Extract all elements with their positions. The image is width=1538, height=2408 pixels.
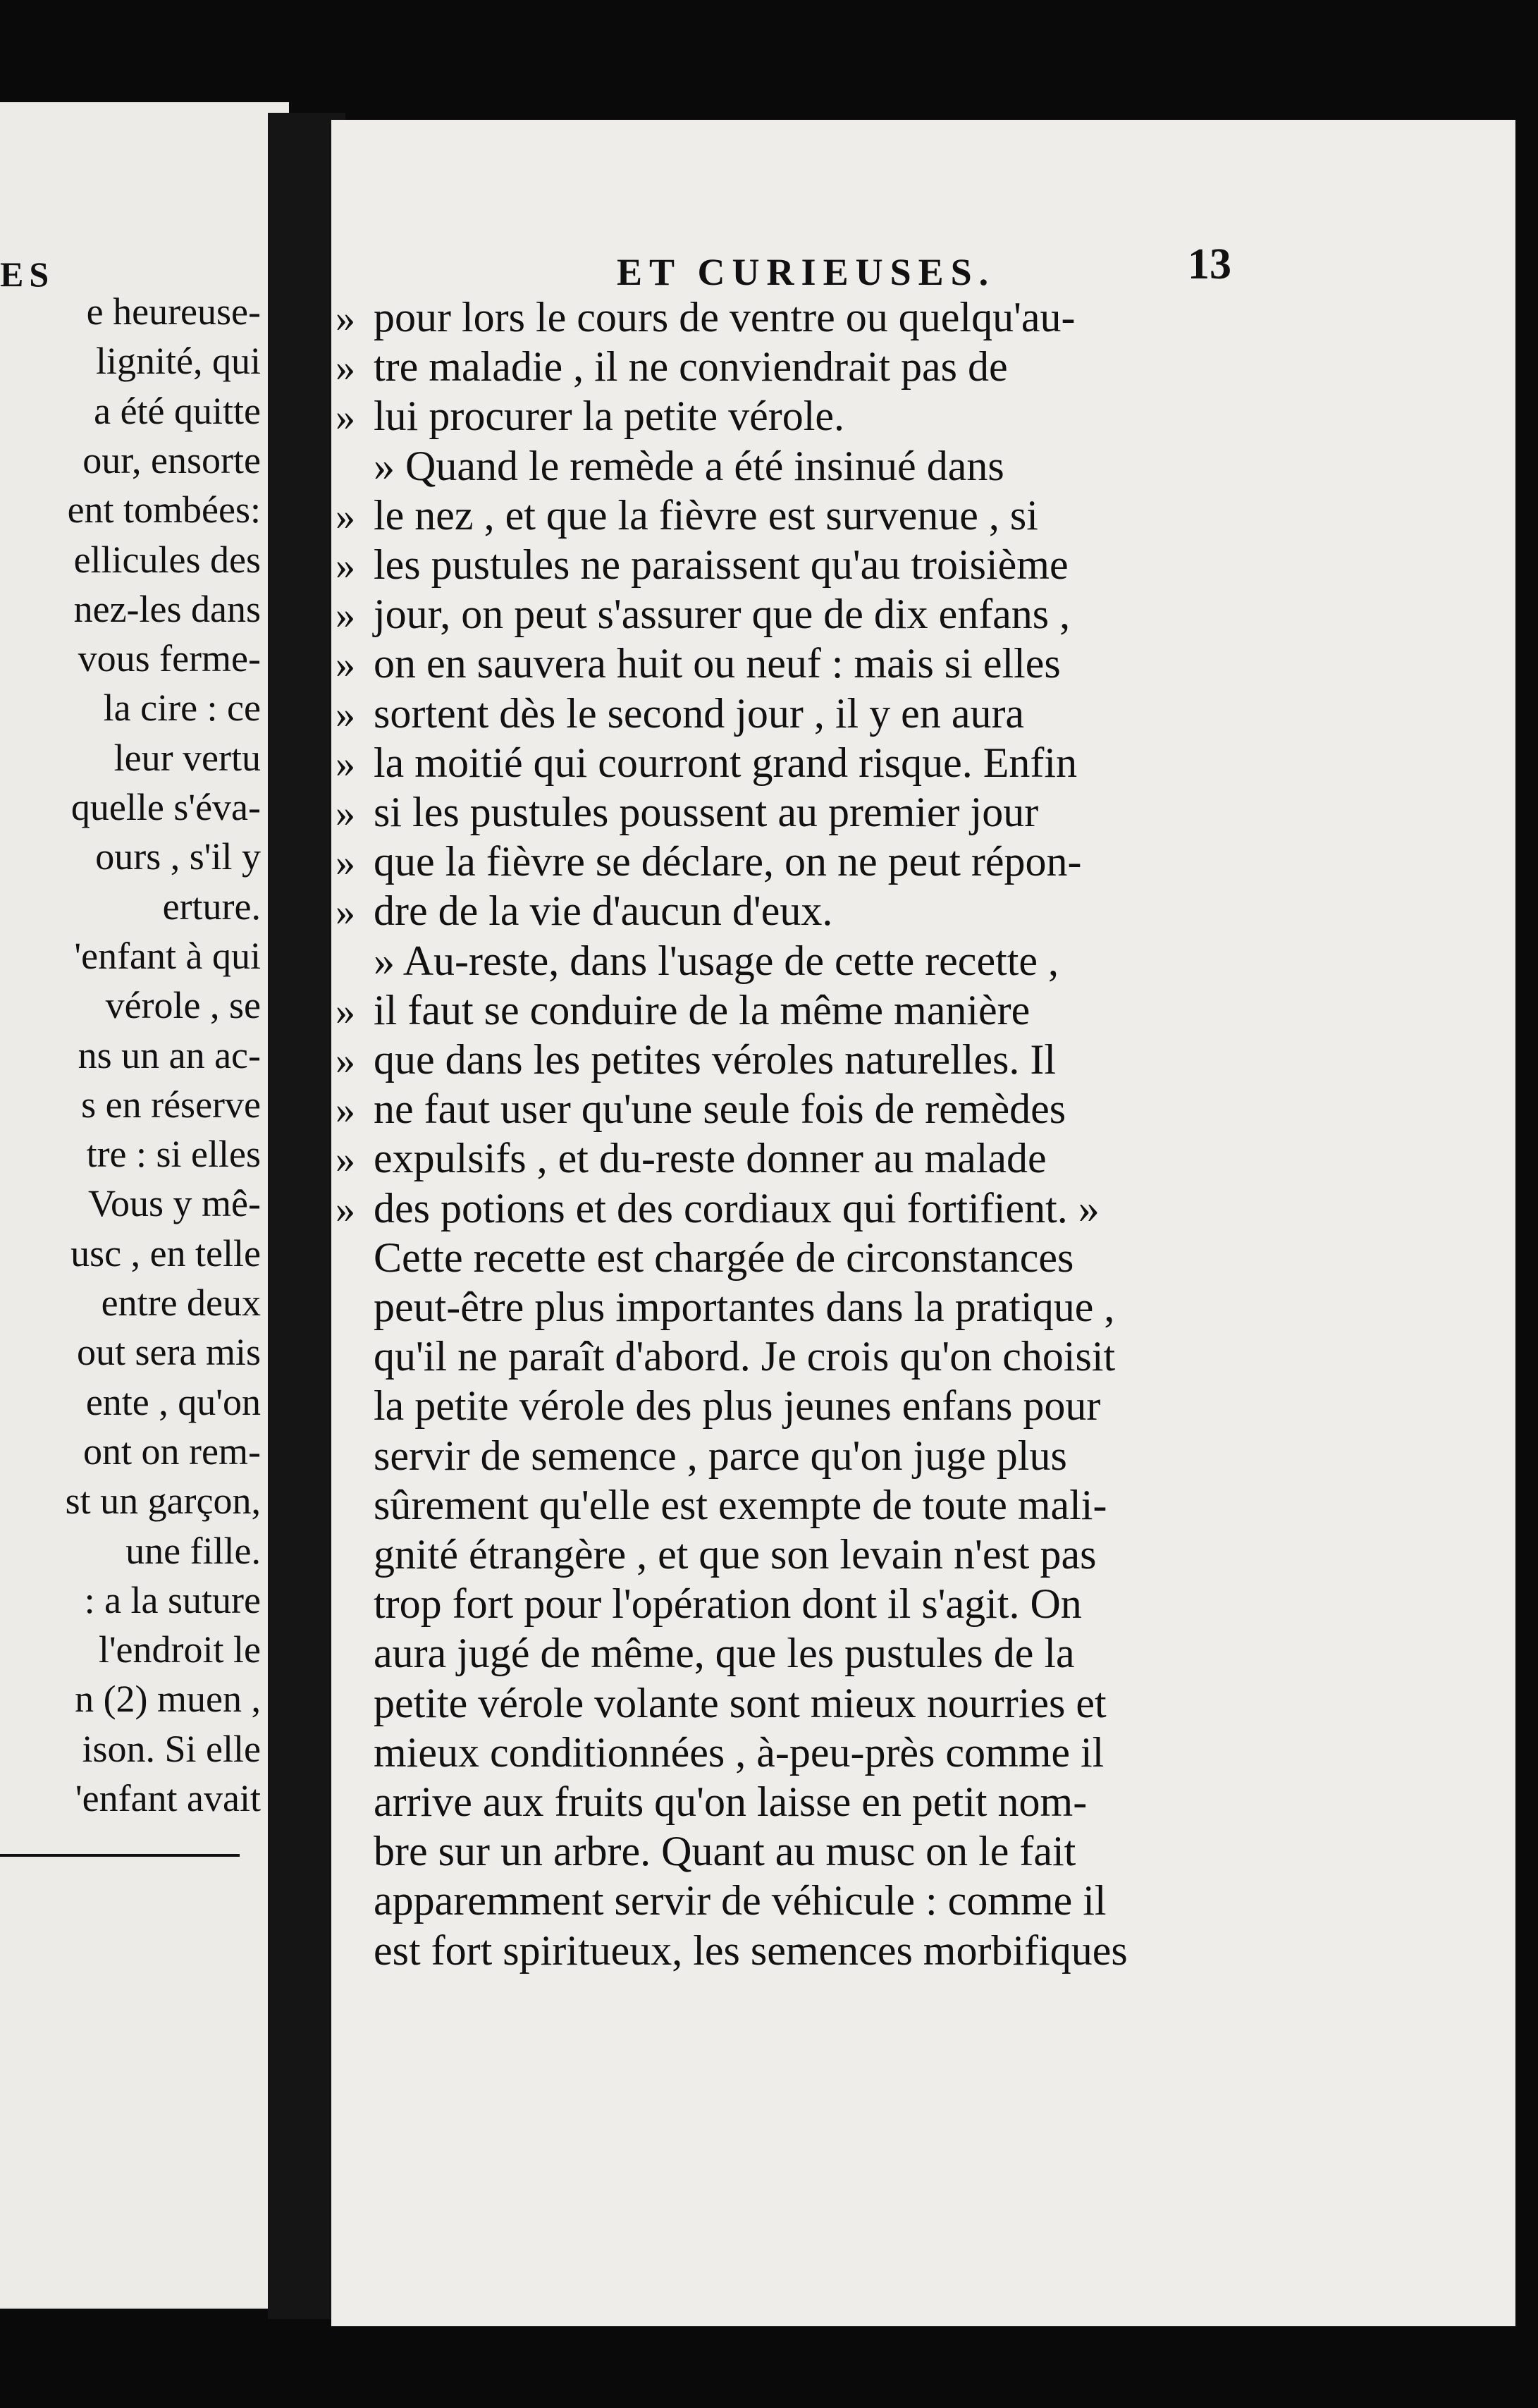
- margin-quote-mark: »: [336, 494, 355, 539]
- margin-quote-mark: »: [336, 544, 355, 588]
- left-text-line: quelle s'éva-: [70, 786, 261, 828]
- body-text-line: mieux conditionnées , à-peu-près comme il: [374, 1728, 1105, 1776]
- body-text-line: tre maladie , il ne conviendrait pas de: [374, 343, 1008, 391]
- left-text-line: : a la suture: [84, 1578, 261, 1621]
- body-text-line: ne faut user qu'une seule fois de remèdes: [374, 1086, 1066, 1133]
- margin-quote-mark: »: [336, 989, 355, 1033]
- body-text-line: petite vérole volante sont mieux nourries et: [374, 1679, 1107, 1726]
- margin-quote-mark: »: [336, 395, 355, 440]
- body-text-line: peut-être plus importantes dans la pratique ,: [374, 1284, 1115, 1330]
- left-text-line: ent tombées:: [67, 489, 261, 532]
- margin-quote-mark: »: [336, 1138, 355, 1182]
- body-text-line: sûrement qu'elle est exempte de toute mali-: [374, 1481, 1107, 1528]
- left-text-line: lignité, qui: [96, 340, 261, 383]
- left-text-line: erture.: [162, 885, 261, 928]
- margin-quote-mark: »: [336, 841, 355, 885]
- body-text-line: les pustules ne paraissent qu'au troisième: [374, 541, 1069, 588]
- left-text-line: entre deux: [101, 1282, 261, 1324]
- left-text-line: ison. Si elle: [82, 1727, 261, 1770]
- margin-quote-mark: »: [336, 792, 355, 835]
- margin-quote-mark: »: [336, 742, 355, 786]
- left-text-line: l'endroit le: [98, 1628, 261, 1671]
- left-text-line: out sera mis: [77, 1331, 261, 1374]
- left-text-line: n (2) muen ,: [75, 1678, 261, 1721]
- left-text-line: une fille.: [125, 1529, 261, 1572]
- body-text-line: dre de la vie d'aucun d'eux.: [374, 887, 833, 935]
- left-text-line: nez-les dans: [73, 587, 261, 630]
- left-page: [0, 102, 289, 2309]
- body-text-line: gnité étrangère , et que son levain n'est pas: [374, 1531, 1097, 1578]
- margin-quote-mark: »: [336, 1039, 355, 1083]
- left-text-line: ellicules des: [73, 538, 261, 581]
- left-text-line: a été quitte: [94, 389, 261, 432]
- body-text-line: » Au-reste, dans l'usage de cette recette ,: [374, 937, 1059, 984]
- body-text-line: est fort spiritueux, les semences morbifiques: [374, 1927, 1128, 1974]
- left-text-line: ours , s'il y: [95, 835, 261, 878]
- body-text-line: pour lors le cours de ventre ou quelqu'au-: [374, 294, 1076, 340]
- footnote-rule: [0, 1854, 240, 1857]
- left-text-line: ont on rem-: [83, 1430, 261, 1473]
- body-text-line: apparemment servir de véhicule : comme il: [374, 1877, 1107, 1924]
- body-text-line: trop fort pour l'opération dont il s'agit. On: [374, 1580, 1082, 1628]
- margin-quote-mark: »: [336, 643, 355, 687]
- left-text-line: usc , en telle: [70, 1231, 261, 1274]
- margin-quote-mark: »: [336, 1088, 355, 1133]
- left-text-line: st un garçon,: [65, 1480, 261, 1523]
- body-text-line: que dans les petites véroles naturelles. Il: [374, 1036, 1057, 1083]
- left-text-line: vous ferme-: [78, 637, 261, 680]
- right-page: [331, 120, 1515, 2326]
- left-text-line: leur vertu: [113, 736, 261, 779]
- body-text-line: des potions et des cordiaux qui fortifient. »: [374, 1184, 1100, 1231]
- body-text-line: on en sauvera huit ou neuf : mais si elles: [374, 640, 1061, 687]
- left-text-line: la cire : ce: [103, 687, 261, 730]
- body-text-line: sortent dès le second jour , il y en aura: [374, 689, 1025, 737]
- left-text-line: ns un an ac-: [78, 1033, 261, 1076]
- body-text-line: aura jugé de même, que les pustules de la: [374, 1630, 1075, 1677]
- body-text-line: arrive aux fruits qu'on laisse en petit nom-: [374, 1779, 1088, 1825]
- body-text-line: la petite vérole des plus jeunes enfans pour: [374, 1382, 1101, 1430]
- body-text-line: jour, on peut s'assurer que de dix enfans ,: [374, 591, 1071, 638]
- left-running-header: ES: [0, 254, 55, 294]
- body-text-line: bre sur un arbre. Quant au musc on le fait: [374, 1828, 1076, 1875]
- body-text-line: le nez , et que la fièvre est survenue , si: [374, 491, 1038, 539]
- body-text-line: expulsifs , et du-reste donner au malade: [374, 1135, 1047, 1182]
- body-text-line: si les pustules poussent au premier jour: [374, 789, 1039, 835]
- body-text-line: Cette recette est chargée de circonstances: [374, 1234, 1074, 1281]
- left-text-line: vérole , se: [105, 984, 261, 1027]
- left-text-line: tre : si elles: [86, 1133, 261, 1176]
- left-text-line: 'enfant avait: [75, 1777, 261, 1819]
- left-text-line: 'enfant à qui: [74, 934, 261, 977]
- left-text-line: e heureuse-: [86, 290, 261, 333]
- margin-quote-mark: »: [336, 890, 355, 935]
- margin-quote-mark: »: [336, 692, 355, 737]
- body-text-line: il faut se conduire de la même manière: [374, 986, 1031, 1033]
- page-number: 13: [1188, 240, 1231, 288]
- body-text-line: » Quand le remède a été insinué dans: [374, 442, 1004, 489]
- body-text-line: qu'il ne paraît d'abord. Je crois qu'on choisit: [374, 1333, 1116, 1380]
- body-text-line: servir de semence , parce qu'on juge plus: [374, 1432, 1067, 1479]
- left-text-line: s en réserve: [81, 1083, 261, 1126]
- left-text-line: Vous y mê-: [87, 1182, 261, 1225]
- margin-quote-mark: »: [336, 346, 355, 391]
- margin-quote-mark: »: [336, 594, 355, 638]
- left-text-line: our, ensorte: [82, 438, 261, 481]
- running-header: ET CURIEUSES.: [617, 251, 996, 293]
- margin-quote-mark: »: [336, 297, 355, 340]
- body-text-line: que la fièvre se déclare, on ne peut répon-: [374, 838, 1082, 885]
- body-text-line: la moitié qui courront grand risque. Enfin: [374, 739, 1078, 786]
- left-text-line: ente , qu'on: [85, 1380, 261, 1423]
- margin-quote-mark: »: [336, 1187, 355, 1231]
- body-text-line: lui procurer la petite vérole.: [374, 393, 845, 440]
